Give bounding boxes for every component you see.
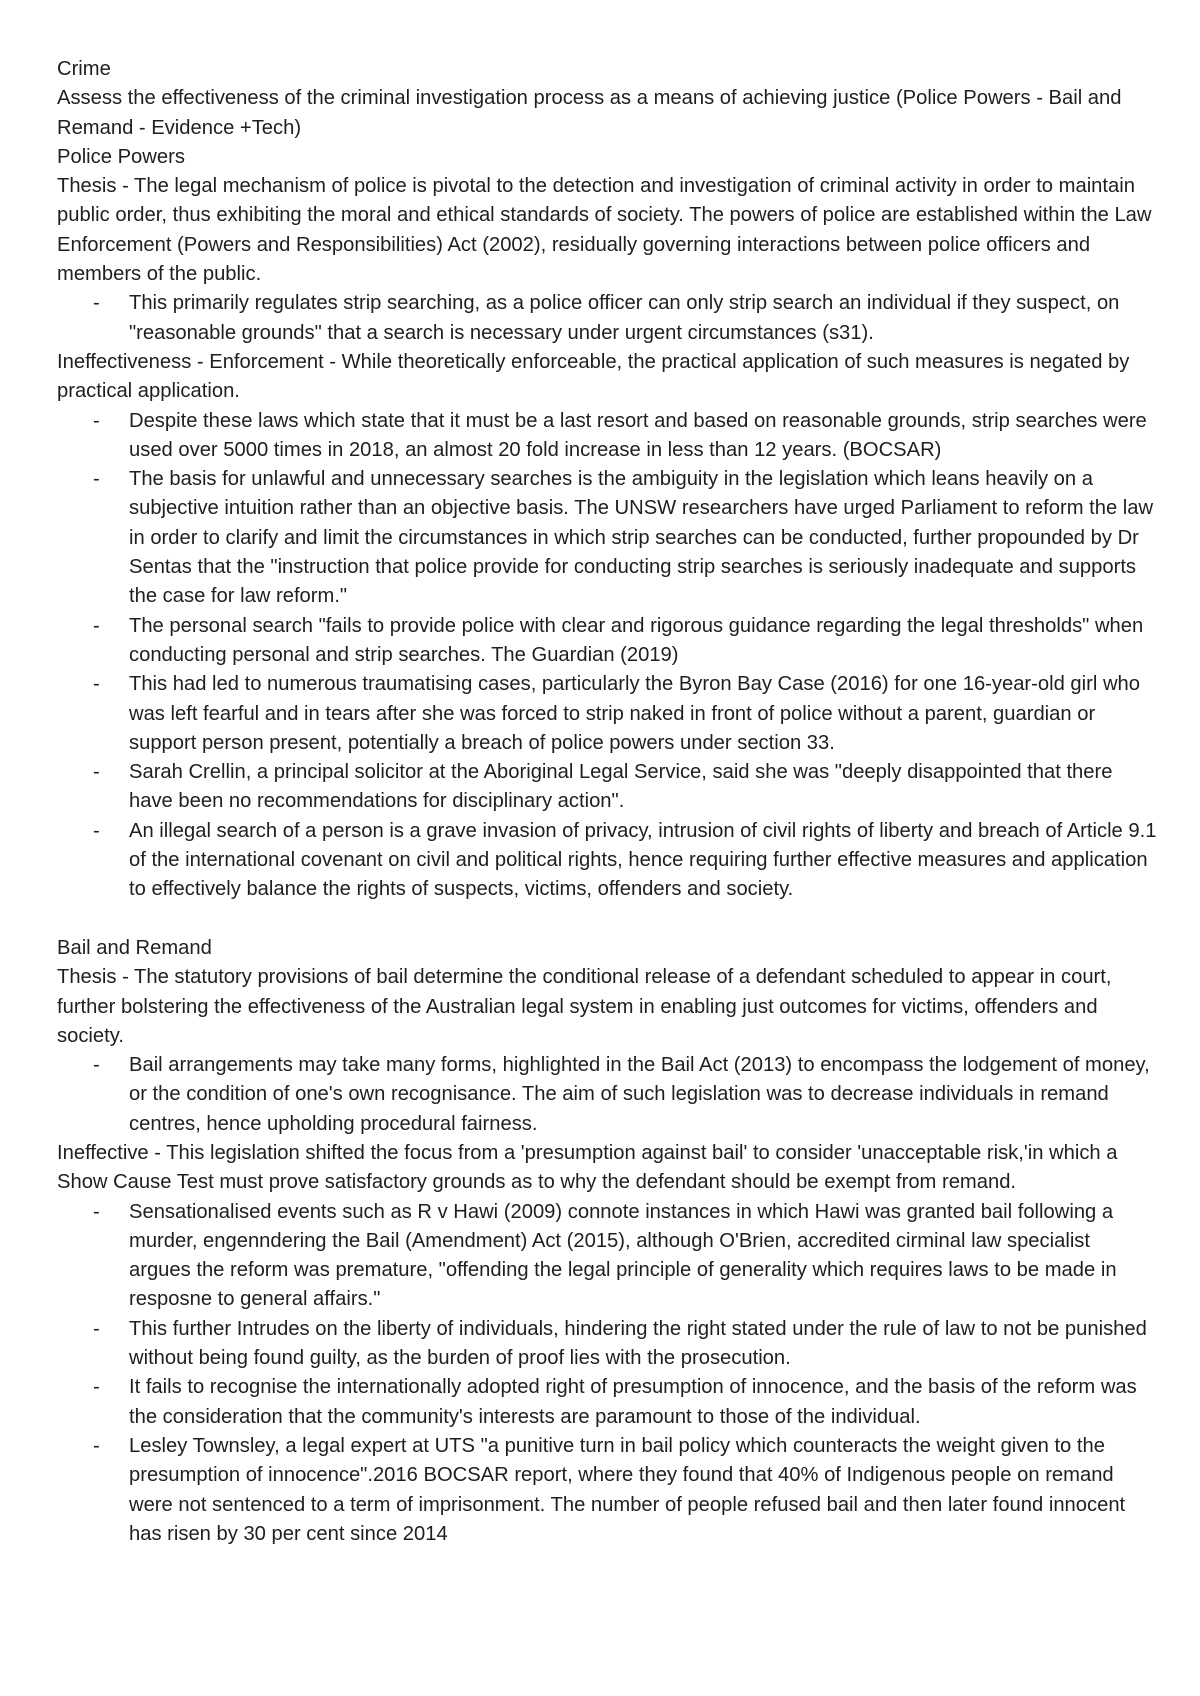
list-item [57,670,1157,758]
dash-bullet-icon: - [93,819,100,842]
list-item-text: The personal search "fails to provide police with clear and rigorous guidance regarding the legal thresholds" when conducting personal and strip searches. The Guardian (2019) [129,614,1144,666]
list-item-text: Despite these laws which state that it must be a last resort and based on reasonable grounds, strip searches were used over 5000 times in 2018, an almost 20 fold increase in less than 12 years. (BOCSAR) [129,409,1147,461]
dash-bullet-icon: - [93,614,100,637]
section-bail-and-remand [57,934,1157,1549]
list-item [57,407,1157,466]
counter-paragraph: Ineffective - This legislation shifted the focus from a 'presumption against bail' to consider 'unacceptable risk,'in which a Show Cause Test must prove satisfactory grounds as to why the defendant should be exempt from remand. [57,1141,1118,1194]
list-item-text: Sarah Crellin, a principal solicitor at the Aboriginal Legal Service, said she was "deeply disappointed that there have been no recommendations for disciplinary action". [129,761,1113,813]
list-item [57,758,1157,817]
list-item [57,289,1157,348]
list-item-text: The basis for unlawful and unnecessary searches is the ambiguity in the legislation which leans heavily on a subjective intuition rather than an objective basis. The UNSW researchers have urged Parliament to reform the law in order to clarify and limit the circumstances in which strip searches can be conducted, further propounded by Dr Sentas that the "instruction that police provide for conducting strip searches is seriously inadequate and supports the case for law reform." [129,468,1154,608]
list-item-text: Bail arrangements may take many forms, highlighted in the Bail Act (2013) to encompass the lodgement of money, or the condition of one's own recognisance. The aim of such legislation was to decrease individuals in remand centres, hence upholding procedural fairness. [129,1054,1150,1135]
list-item-text: This had led to numerous traumatising cases, particularly the Byron Bay Case (2016) for one 16-year-old girl who was left fearful and in tears after she was forced to strip naked in front of police without a parent, guardian or support person present, potentially a breach of police powers under section 33. [129,673,1140,754]
dash-bullet-icon: - [93,292,100,315]
list-item [57,1432,1157,1549]
thesis-paragraph: Thesis - The statutory provisions of bail determine the conditional release of a defendant scheduled to appear in court, further bolstering the effectiveness of the Australian legal system in enabling just outcomes for victims, offenders and society. [57,966,1112,1047]
list-item [57,612,1157,671]
list-item-text: This primarily regulates strip searching, as a police officer can only strip search an individual if they suspect, on "reasonable grounds" that a search is necessary under urgent circumstances (s31). [129,292,1120,344]
dash-bullet-icon: - [93,468,100,491]
list-item-text: Lesley Townsley, a legal expert at UTS "a punitive turn in bail policy which counteracts the weight given to the presumption of innocence".2016 BOCSAR report, where they found that 40% of Indigenous people on remand were not sentenced to a term of imprisonment. The number of people refused bail and then later found innocent has risen by 30 per cent since 2014 [129,1434,1126,1545]
list-item-text: This further Intrudes on the liberty of individuals, hindering the right stated under the rule of law to not be punished without being found guilty, as the burden of proof lies with the prosecution. [129,1317,1147,1370]
dash-bullet-icon: - [93,761,100,784]
dash-bullet-icon: - [93,1317,100,1340]
counter-bullet-list [57,407,1157,905]
list-item [57,465,1157,611]
counter-paragraph: Ineffectiveness - Enforcement - While theoretically enforceable, the practical application of such measures is negated by practical application. [57,350,1130,403]
list-item [57,1051,1157,1139]
dash-bullet-icon: - [93,673,100,696]
list-item [57,1198,1157,1315]
list-item-text: An illegal search of a person is a grave invasion of privacy, intrusion of civil rights of liberty and breach of Article 9.1 of the international covenant on civil and political rights, hence requiring further effective measures and application to effectively balance the rights of suspects, victims, offenders and society. [129,819,1157,901]
list-item [57,817,1157,905]
list-item-text: Sensationalised events such as R v Hawi (2009) connote instances in which Hawi was granted bail following a murder, engenndering the Bail (Amendment) Act (2015), although O'Brien, accredited cirminal law specialist argues the reform was premature, "offending the legal principle of generality which requires laws to be made in resposne to general affairs." [129,1200,1117,1311]
section-heading: Bail and Remand [57,936,212,959]
counter-bullet-list [57,1198,1157,1550]
list-item [57,1315,1157,1374]
document-page [57,55,1157,1549]
document-title: Crime [57,58,111,80]
dash-bullet-icon: - [93,1376,100,1399]
section-heading: Police Powers [57,145,185,168]
list-item-text: It fails to recognise the internationally adopted right of presumption of innocence, and the basis of the reform was the consideration that the community's interests are paramount to those of the individual. [129,1376,1137,1428]
thesis-bullet-list [57,289,1157,348]
dash-bullet-icon: - [93,1434,100,1457]
essay-question: Assess the effectiveness of the criminal investigation process as a means of achieving justice (Police Powers - Bail and Remand - Evidence +Tech) [57,87,1122,139]
dash-bullet-icon: - [93,1054,100,1077]
list-item [57,1373,1157,1432]
section-spacer [57,905,1157,934]
dash-bullet-icon: - [93,409,100,432]
section-police-powers [57,143,1157,905]
thesis-bullet-list [57,1051,1157,1139]
dash-bullet-icon: - [93,1200,100,1223]
thesis-paragraph: Thesis - The legal mechanism of police is pivotal to the detection and investigation of criminal activity in order to maintain public order, thus exhibiting the moral and ethical standards of society. The powers of police are established within the Law Enforcement (Powers and Responsibilities) Act (2002), residually governing interactions between police officers and members of the public. [57,175,1152,286]
